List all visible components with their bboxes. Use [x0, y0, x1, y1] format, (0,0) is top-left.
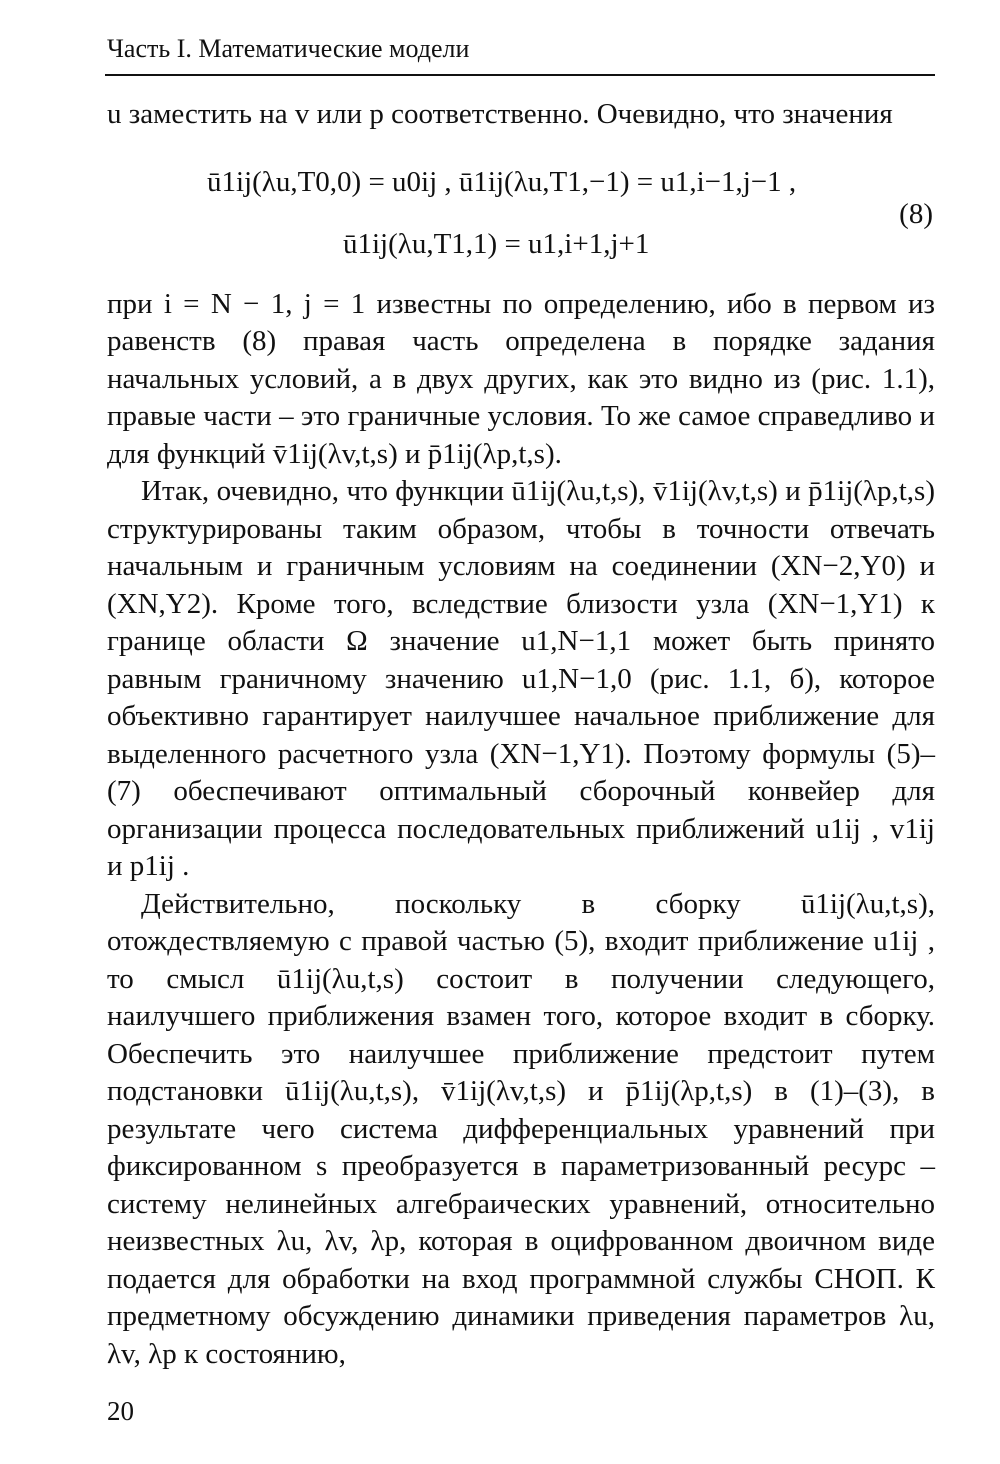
equation-8: [107, 134, 935, 286]
paragraph-functions-structure: Итак, очевидно, что функции ū1ij(λu,t,s), v̄1ij(λv,t,s) и p̄1ij(λp,t,s) структурированы таким образом, чтобы в точности отвечать начальным и граничным условиям на соединении (XN−2,Y0) и (XN,Y2). Кроме того, вследствие близости узла (XN−1,Y1) к границе области Ω значение u1,N−1,1 может быть принято равным граничному значению u1,N−1,0 (рис. 1.1, б), которое объективно гарантирует наилучшее начальное приближение для выделенного расчетного узла (XN−1,Y1). Поэтому формулы (5)–(7) обеспечивают оптимальный сборочный конвейер для организации процесса последовательных приближений u1ij , v1ij и p1ij .: [107, 475, 935, 882]
page-body: [107, 96, 935, 1373]
paragraph-approximation: Действительно, поскольку в сборку ū1ij(λu,t,s), отождествляемую с правой частью (5), входит приближение u1ij , то смысл ū1ij(λu,t,s) состоит в получении следующего, наилучшего приближения взамен того, которое входит в сборку. Обеспечить это наилучшее приближение предстоит путем подстановки ū1ij(λu,t,s), v̄1ij(λv,t,s) и p̄1ij(λp,t,s) в (1)–(3), в результате чего система дифференциальных уравнений при фиксированном s преобразуется в параметризованный ресурс – систему нелинейных алгебраических уравнений, относительно неизвестных λu, λv, λp, которая в оцифрованном двоичном виде подается для обработки на вход программной службы СНОП. К предметному обсуждению динамики приведения параметров λu, λv, λp к состоянию,: [107, 887, 935, 1370]
paragraph-known-values: при i = N − 1, j = 1 известны по определению, ибо в первом из равенств (8) правая часть определена в порядке задания начальных условий, а в двух других, как это видно из (рис. 1.1), правые части – это граничные условия. То же самое справедливо и для функций v̄1ij(λv,t,s) и p̄1ij(λp,t,s).: [107, 287, 935, 470]
running-header: Часть I. Математические модели: [107, 34, 470, 63]
equation-8-line-1: ū1ij(λu,T0,0) = u0ij , ū1ij(λu,T1,−1) = u1,i−1,j−1 ,: [207, 165, 797, 198]
page-number: 20: [107, 1396, 134, 1426]
equation-number: (8): [899, 197, 933, 230]
header-rule: [105, 74, 935, 76]
equation-8-line-2: ū1ij(λu,T1,1) = u1,i+1,j+1: [343, 227, 650, 260]
paragraph-continuation: u заместить на v или p соответственно. Очевидно, что значения: [107, 98, 893, 130]
